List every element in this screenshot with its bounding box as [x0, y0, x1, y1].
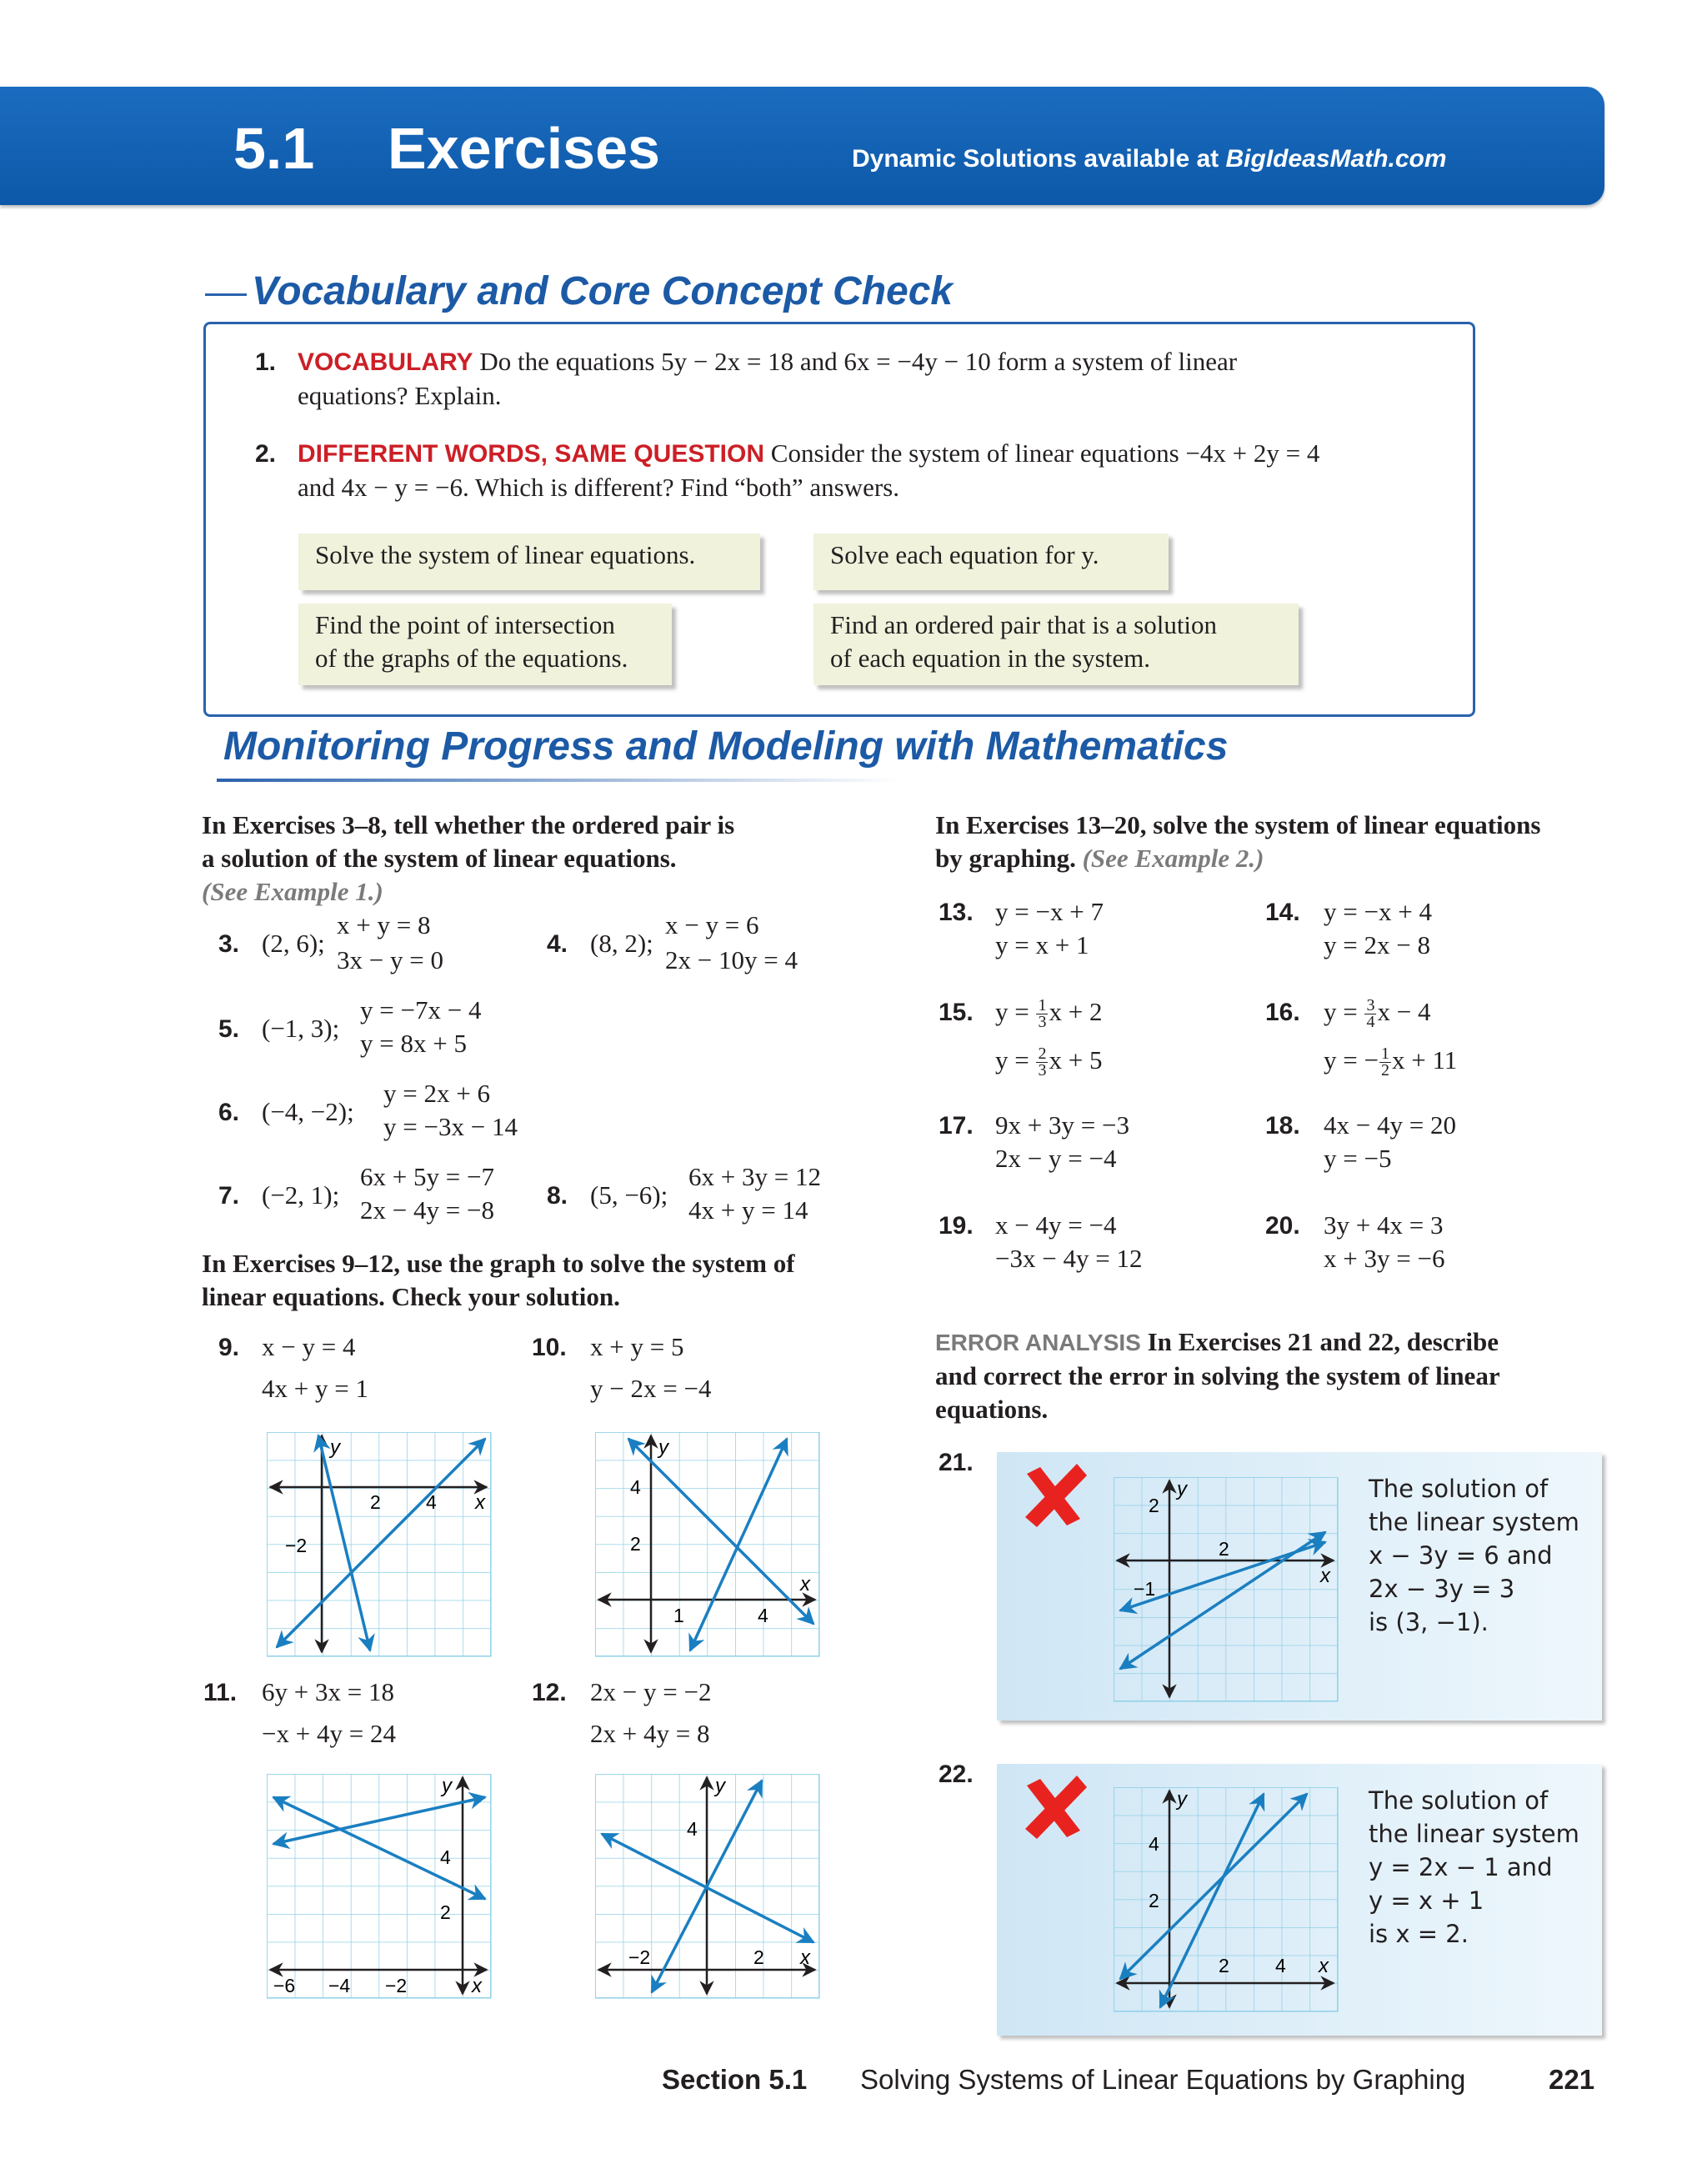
option-text: of each equation in the system. — [830, 644, 1150, 673]
monitoring-rule — [217, 779, 900, 782]
equation: y = −x + 4 — [1324, 897, 1432, 926]
exercise-6 — [218, 1095, 239, 1130]
tick-label: 2 — [630, 1533, 641, 1555]
option-card — [298, 604, 672, 685]
ordered-pair: (−1, 3); — [262, 1014, 340, 1043]
grid — [595, 1432, 819, 1656]
monitoring-heading: Monitoring Progress and Modeling with Mathematics — [223, 724, 1229, 769]
equation — [1324, 995, 1430, 1030]
equation: 4x − 4y = 20 — [1324, 1110, 1456, 1140]
tick-label: 2 — [1149, 1890, 1159, 1911]
denominator: 3 — [1038, 1013, 1047, 1032]
instruction-line: linear equations. Check your solution. — [202, 1282, 620, 1311]
equation: y = 8x + 5 — [360, 1029, 467, 1058]
equation-part: x + 2 — [1049, 997, 1103, 1026]
graph-exercise-12 — [595, 1774, 820, 1999]
instruction-line: a solution of the system of linear equations. — [202, 844, 677, 873]
exercise-13 — [939, 895, 974, 929]
numerator: 1 — [1380, 1044, 1389, 1064]
exercise-18 — [1265, 1109, 1300, 1143]
solution-line: y = 2x − 1 and — [1369, 1853, 1553, 1881]
equation-part: x + 11 — [1391, 1045, 1458, 1074]
tick-label: 2 — [1149, 1495, 1159, 1516]
exercise-12 — [532, 1676, 567, 1710]
error-analysis-instructions — [935, 1325, 1500, 1426]
equation-part: y = — [995, 997, 1036, 1026]
equation: 2x − 10y = 4 — [665, 945, 798, 974]
equation: 2x + 4y = 8 — [590, 1719, 710, 1748]
option-text: Solve each equation for y. — [830, 540, 1099, 569]
exercise-number: 10. — [532, 1334, 567, 1361]
instructions-9-12 — [202, 1247, 795, 1314]
instruction-line: In Exercises 13–20, solve the system of linear equations — [935, 810, 1541, 839]
exercise-1-text — [298, 345, 1237, 413]
tick-label: −2 — [385, 1975, 408, 1996]
solution-line: x − 3y = 6 and — [1369, 1541, 1553, 1570]
tick-label: 4 — [758, 1605, 768, 1626]
equation: 6y + 3x = 18 — [262, 1677, 394, 1706]
example-reference[interactable]: (See Example 1.) — [202, 877, 383, 906]
tick-label: 4 — [1149, 1833, 1159, 1855]
equation: 2x − y = −4 — [995, 1144, 1117, 1173]
example-reference[interactable]: (See Example 2.) — [1082, 844, 1264, 873]
section-number: 5.1 — [233, 116, 315, 181]
dynamic-prefix: Dynamic Solutions available at — [852, 145, 1219, 173]
exercise-number: 3. — [218, 930, 240, 958]
fraction — [1036, 998, 1048, 1030]
equation-part: y = — [995, 1045, 1036, 1074]
exercise-9 — [218, 1330, 239, 1365]
axis-label-x: x — [475, 1491, 485, 1514]
exercise-number: 9. — [218, 1334, 240, 1361]
tick-label: 2 — [1219, 1955, 1229, 1976]
option-card — [813, 533, 1169, 590]
exercise-20 — [1265, 1209, 1300, 1243]
equation: y = −x + 7 — [995, 897, 1104, 926]
exercise-16 — [1265, 995, 1300, 1029]
denominator: 3 — [1038, 1061, 1047, 1080]
exercise-3 — [218, 927, 239, 961]
exercise-number: 17. — [939, 1112, 974, 1140]
equation: 4x + y = 14 — [688, 1195, 808, 1225]
equation: x − 4y = −4 — [995, 1210, 1117, 1240]
error-x-icon — [1017, 1769, 1092, 1844]
axis-label-x: x — [472, 1975, 482, 1997]
option-card — [298, 533, 760, 590]
tick-label: 4 — [630, 1476, 641, 1498]
equation: y = −3x − 14 — [383, 1112, 518, 1141]
graph-exercise-9 — [267, 1432, 492, 1657]
exercise-22 — [939, 1757, 974, 1791]
numerator: 1 — [1038, 996, 1047, 1015]
exercise-number: 1. — [255, 348, 277, 376]
tick-label: −4 — [328, 1975, 351, 1996]
ordered-pair: (5, −6); — [590, 1180, 668, 1210]
equation: x − y = 4 — [262, 1332, 356, 1361]
exercise-number: 7. — [218, 1182, 240, 1210]
solution-line: 2x − 3y = 3 — [1369, 1575, 1515, 1603]
instruction-line: by graphing. — [935, 844, 1076, 873]
exercise-2-text — [298, 437, 1319, 504]
tick-label: −1 — [1134, 1578, 1156, 1600]
exercise-label: DIFFERENT WORDS, SAME QUESTION — [298, 440, 765, 468]
equation: 3y + 4x = 3 — [1324, 1210, 1444, 1240]
exercise-10 — [532, 1330, 567, 1365]
fraction — [1364, 998, 1376, 1030]
vocabulary-heading: Vocabulary and Core Concept Check — [247, 268, 958, 314]
ordered-pair: (−2, 1); — [262, 1180, 340, 1210]
solution-line: The solution of — [1369, 1475, 1549, 1503]
equation: x + y = 8 — [337, 910, 431, 939]
tick-label: 2 — [440, 1901, 451, 1923]
exercise-8 — [547, 1179, 568, 1213]
option-card — [813, 604, 1299, 685]
axis-label-y: y — [1177, 1788, 1187, 1811]
equation: 6x + 3y = 12 — [688, 1162, 821, 1191]
numerator: 3 — [1366, 996, 1375, 1015]
denominator: 4 — [1366, 1013, 1375, 1032]
exercise-15 — [939, 995, 974, 1029]
graph-exercise-10 — [595, 1432, 820, 1657]
tick-label: −2 — [285, 1535, 308, 1556]
equation-part: x + 5 — [1049, 1045, 1103, 1074]
option-text: Find an ordered pair that is a solution — [830, 610, 1218, 639]
exercise-number: 13. — [939, 899, 974, 926]
tick-label: −2 — [628, 1946, 651, 1968]
tick-label: 4 — [1275, 1955, 1286, 1976]
dynamic-solutions — [852, 145, 1447, 173]
tick-label: 2 — [753, 1946, 764, 1968]
exercise-number: 20. — [1265, 1212, 1300, 1240]
dynamic-site-link[interactable]: BigIdeasMath.com — [1225, 145, 1447, 173]
exercise-7 — [218, 1179, 239, 1213]
exercise-21 — [939, 1445, 974, 1480]
equation: 3x − y = 0 — [337, 945, 443, 974]
ordered-pair: (8, 2); — [590, 929, 653, 958]
axis-label-x: x — [800, 1573, 810, 1595]
graph-exercise-11 — [267, 1774, 492, 1999]
exercise-number: 15. — [939, 999, 974, 1026]
fraction — [1379, 1046, 1391, 1079]
error-x-icon — [1017, 1457, 1092, 1532]
grid — [1114, 1787, 1338, 2011]
graph-exercise-22 — [1114, 1787, 1339, 2012]
exercise-number: 16. — [1265, 999, 1300, 1026]
exercise-14 — [1265, 895, 1300, 929]
footer-section: Section 5.1 — [662, 2064, 808, 2095]
tick-label: 4 — [440, 1846, 451, 1868]
equation: y = −5 — [1324, 1144, 1392, 1173]
equation-part: x − 4 — [1377, 997, 1431, 1026]
equation: x − y = 6 — [665, 910, 759, 939]
solution-line: is x = 2. — [1369, 1920, 1469, 1948]
equation: −3x − 4y = 12 — [995, 1244, 1143, 1273]
numerator: 2 — [1038, 1044, 1047, 1064]
solution-line: the linear system — [1369, 1820, 1579, 1848]
instructions-13-20 — [935, 809, 1540, 875]
denominator: 2 — [1380, 1061, 1389, 1080]
tick-label: 2 — [1219, 1538, 1229, 1560]
axis-label-y: y — [658, 1436, 668, 1459]
equation: y = −7x − 4 — [360, 995, 482, 1024]
equation: x + y = 5 — [590, 1332, 684, 1361]
tick-label: −6 — [273, 1975, 296, 1996]
equation — [995, 1044, 1102, 1079]
exercise-number: 2. — [255, 440, 277, 468]
equation — [1324, 1044, 1457, 1079]
solution-line: the linear system — [1369, 1508, 1579, 1536]
solution-line: y = x + 1 — [1369, 1886, 1484, 1915]
ordered-pair: (−4, −2); — [262, 1097, 354, 1126]
option-text: of the graphs of the equations. — [315, 644, 628, 673]
exercise-line: Consider the system of linear equations −4x + 2y = 4 — [770, 438, 1320, 468]
equation — [995, 995, 1102, 1030]
exercise-1 — [255, 345, 276, 379]
equation: 2x − 4y = −8 — [360, 1195, 494, 1225]
exercise-17 — [939, 1109, 974, 1143]
equation: y = x + 1 — [995, 930, 1089, 959]
exercise-label: VOCABULARY — [298, 348, 473, 376]
exercise-number: 4. — [547, 930, 568, 958]
error-solution-text — [1369, 1784, 1579, 1951]
ordered-pair: (2, 6); — [262, 929, 325, 958]
vocabulary-rule — [205, 293, 247, 296]
axis-label-y: y — [330, 1436, 340, 1459]
instruction-line: In Exercises 9–12, use the graph to solve the system of — [202, 1249, 795, 1278]
axis-label-x: x — [1319, 1955, 1329, 1977]
axis-label-y: y — [442, 1775, 452, 1797]
exercise-2 — [255, 437, 276, 471]
equation: x + 3y = −6 — [1324, 1244, 1445, 1273]
exercise-4 — [547, 927, 568, 961]
graph-exercise-21 — [1114, 1477, 1339, 1702]
equation: y = 2x − 8 — [1324, 930, 1430, 959]
equation: y = 2x + 6 — [383, 1079, 490, 1108]
equation: 9x + 3y = −3 — [995, 1110, 1129, 1140]
tick-label: 2 — [370, 1491, 381, 1513]
exercise-line: equations? Explain. — [298, 381, 502, 410]
instructions-3-8 — [202, 809, 734, 909]
page-number: 221 — [1549, 2064, 1595, 2095]
error-analysis-label: ERROR ANALYSIS — [935, 1330, 1141, 1355]
exercise-line: and 4x − y = −6. Which is different? Find “both” answers. — [298, 473, 899, 502]
instruction-line: In Exercises 21 and 22, describe — [1147, 1327, 1499, 1356]
exercise-number: 12. — [532, 1679, 567, 1706]
instruction-line: and correct the error in solving the system of linear — [935, 1361, 1500, 1390]
exercise-number: 22. — [939, 1761, 974, 1788]
exercise-number: 11. — [203, 1679, 238, 1706]
solution-line: is (3, −1). — [1369, 1608, 1489, 1636]
section-title: Exercises — [388, 116, 660, 181]
equation: 6x + 5y = −7 — [360, 1162, 494, 1191]
error-solution-text — [1369, 1472, 1579, 1639]
tick-label: 4 — [426, 1491, 437, 1513]
equation: −x + 4y = 24 — [262, 1719, 396, 1748]
fraction — [1036, 1046, 1048, 1079]
instruction-line: equations. — [935, 1395, 1049, 1424]
exercise-number: 8. — [547, 1182, 568, 1210]
exercise-number: 6. — [218, 1099, 240, 1126]
exercise-5 — [218, 1012, 239, 1046]
exercise-number: 19. — [939, 1212, 974, 1240]
equation: 2x − y = −2 — [590, 1677, 712, 1706]
axis-label-y: y — [715, 1775, 725, 1797]
exercise-number: 18. — [1265, 1112, 1300, 1140]
exercise-line: Do the equations 5y − 2x = 18 and 6x = −4y − 10 form a system of linear — [479, 347, 1238, 376]
footer-title: Solving Systems of Linear Equations by Graphing — [860, 2064, 1466, 2095]
exercise-number: 21. — [939, 1449, 974, 1476]
exercise-number: 5. — [218, 1015, 240, 1043]
equation: 4x + y = 1 — [262, 1374, 368, 1403]
option-text: Find the point of intersection — [315, 610, 615, 639]
equation-part: y = − — [1324, 1045, 1379, 1074]
equation: y − 2x = −4 — [590, 1374, 712, 1403]
exercise-19 — [939, 1209, 974, 1243]
exercise-11 — [203, 1676, 237, 1710]
axis-label-y: y — [1177, 1478, 1187, 1500]
axis-label-x: x — [800, 1946, 810, 1969]
option-text: Solve the system of linear equations. — [315, 540, 696, 569]
equation-part: y = — [1324, 997, 1364, 1026]
tick-label: 1 — [673, 1605, 684, 1626]
instruction-line: In Exercises 3–8, tell whether the ordered pair is — [202, 810, 735, 839]
solution-line: The solution of — [1369, 1786, 1549, 1815]
tick-label: 4 — [687, 1818, 698, 1840]
exercise-number: 14. — [1265, 899, 1300, 926]
axis-label-x: x — [1320, 1565, 1330, 1587]
